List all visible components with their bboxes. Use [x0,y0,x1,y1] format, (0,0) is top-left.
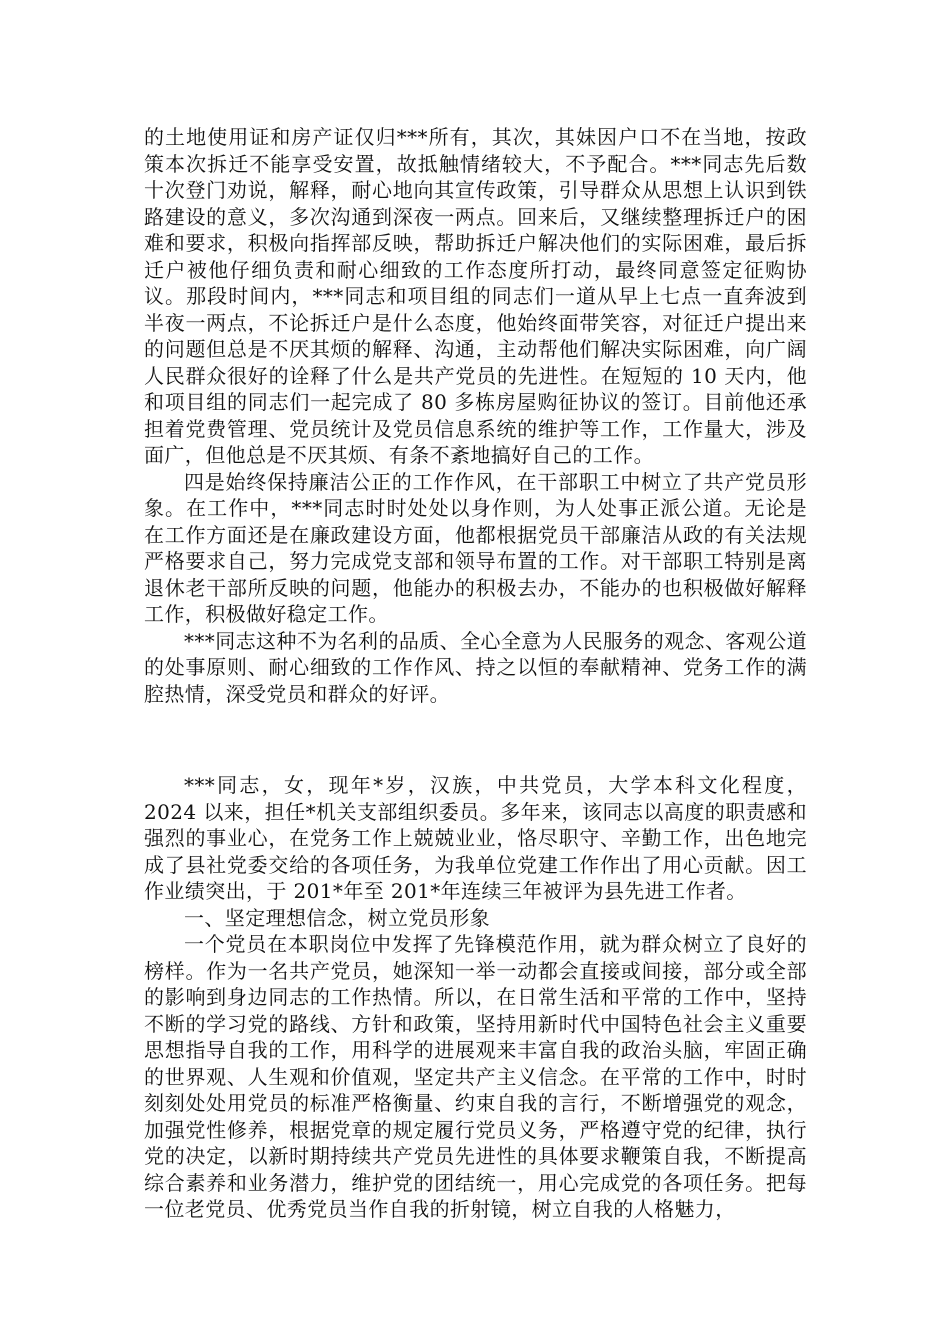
section-continuation [144,124,807,707]
paragraph-integrity: 四是始终保持廉洁公正的工作作风，在干部职工中树立了共产党员形象。在工作中，***同志时时处处以身作则，为人处事正派公道。无论是在工作方面还是在廉政建设方面，他都根据党员干部廉洁从政的有关法规严格要求自己，努力完成党支部和领导布置的工作。对干部职工特别是离退休老干部所反映的问题，他能办的积极去办，不能办的也积极做好解释工作，积极做好稳定工作。 [144,469,807,626]
section-heading: 一、坚定理想信念，树立党员形象 [184,905,490,930]
section-new-profile [144,772,807,1223]
paragraph-demolition-work: 的土地使用证和房产证仅归***所有，其次，其妹因户口不在当地，按政策本次拆迁不能享受安置，故抵触情绪较大，不予配合。***同志先后数十次登门劝说，解释，耐心地向其宣传政策，引导群众从思想上认识到铁路建设的意义，多次沟通到深夜一两点。回来后，又继续整理拆迁户的困难和要求，积极向指挥部反映，帮助拆迁户解决他们的实际困难，最后拆迁户被他仔细负责和耐心细致的工作态度所打动，最终同意签定征购协议。那段时间内，***同志和项目组的同志们一道从早上七点一直奔波到半夜一两点，不论拆迁户是什么态度，他始终面带笑容，对征迁户提出来的问题但总是不厌其烦的解释、沟通，主动帮他们解决实际困难，向广阔人民群众很好的诠释了什么是共产党员的先进性。在短短的 10 天内，他和项目组的同志们一起完成了 80 多栋房屋购征协议的签订。目前他还承担着党费管理、党员统计及党员信息系统的维护等工作，工作量大，涉及面广，但他总是不厌其烦、有条不紊地搞好自己的工作。 [144,125,807,467]
paragraph-conclusion: ***同志这种不为名利的品质、全心全意为人民服务的观念、客观公道的处事原则、耐心细致的工作作风、持之以恒的奉献精神、党务工作的满腔热情，深受党员和群众的好评。 [144,628,807,706]
paragraph-profile-intro: ***同志，女，现年*岁，汉族，中共党员，大学本科文化程度，2024 以来，担任*机关支部组织委员。多年来，该同志以高度的职责感和强烈的事业心，在党务工作上兢兢业业，恪尽职守、辛勤工作，出色地完成了县社党委交给的各项任务，为我单位党建工作作出了用心贡献。因工作业绩突出，于 201*年至 201*年连续三年被评为县先进工作者。 [144,773,807,903]
paragraph-ideals: 一个党员在本职岗位中发挥了先锋模范作用，就为群众树立了良好的榜样。作为一名共产党员，她深知一举一动都会直接或间接，部分或全部的影响到身边同志的工作热情。所以，在日常生活和平常的工作中，坚持不断的学习党的路线、方针和政策，坚持用新时代中国特色社会主义重要思想指导自我的工作，用科学的进展观来丰富自我的政治头脑，牢固正确的世界观、人生观和价值观，坚定共产主义信念。在平常的工作中，时时刻刻处处用党员的标准严格衡量、约束自我的言行，不断增强党的观念，加强党性修养，根据党章的规定履行党员义务，严格遵守党的纪律，执行党的决定，以新时期持续共产党员先进性的具体要求鞭策自我，不断提高综合素养和业务潜力，维护党的团结统一，用心完成党的各项任务。把每一位老党员、优秀党员当作自我的折射镜，树立自我的人格魅力， [144,932,807,1221]
